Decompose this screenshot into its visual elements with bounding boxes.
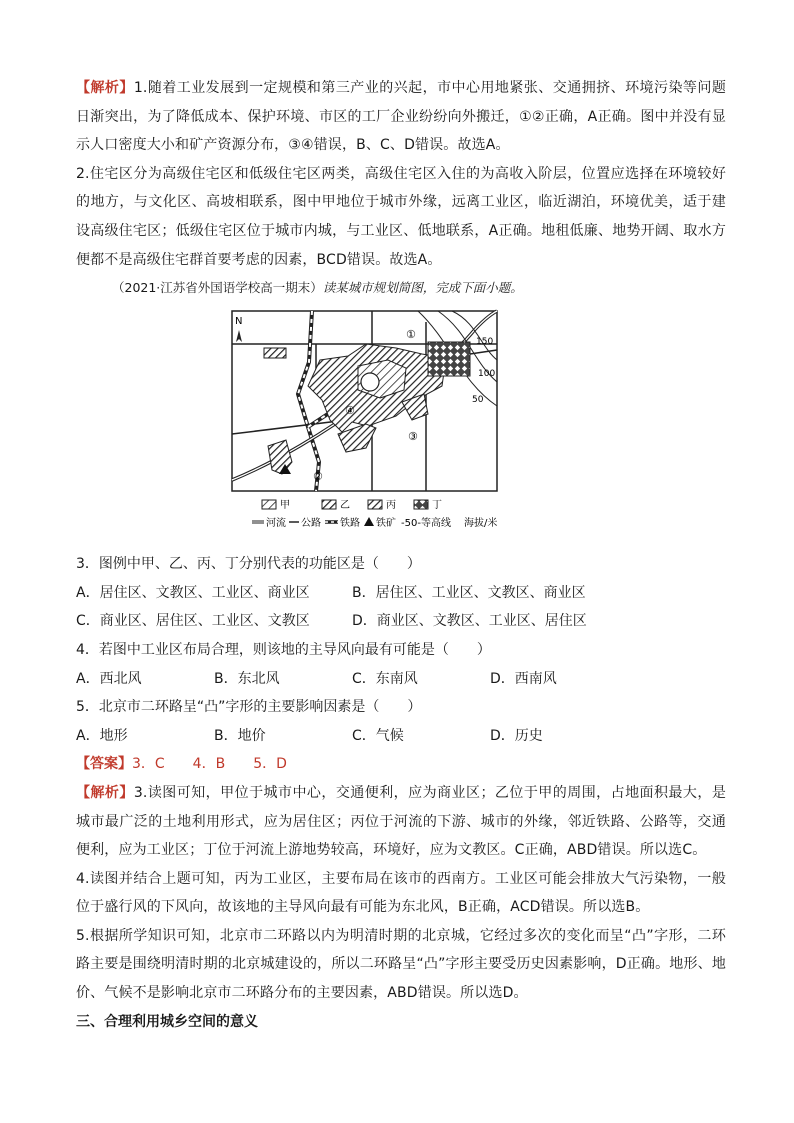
legend-mine-icon: [364, 517, 374, 526]
q5-option-a: A．地形: [76, 727, 128, 744]
question-3-stem: 3．图例中甲、乙、丙、丁分别代表的功能区是（ ）: [76, 556, 421, 573]
legend-yi: 乙: [340, 500, 350, 512]
q4-option-c: C．东南风: [352, 670, 418, 687]
legend-river: 河流: [266, 518, 286, 530]
q3-option-d: D．商业区、文教区、工业区、居住区: [352, 613, 587, 630]
q5-option-b: B．地价: [214, 727, 266, 744]
label-2: ②: [313, 470, 323, 484]
source-prefix: （2021·江苏省外国语学校高一期末）: [112, 280, 323, 296]
question-5-stem: 5．北京市二环路呈“凸”字形的主要影响因素是（ ）: [76, 699, 422, 716]
contour-label-50: 50: [472, 395, 484, 406]
question-source-line: [76, 274, 726, 302]
legend-jia: 甲: [280, 500, 290, 512]
city-planning-map-figure: [76, 302, 726, 550]
legend-contour: -50-等高线: [401, 518, 451, 530]
question-3-options-row-1: [76, 579, 726, 608]
analysis-paragraph-5: 5.根据所学知识可知，北京市二环路以内为明清时期的北京城，它经过多次的变化而呈“凸”字形，二环路主要是围绕明清时期的北京城建设的，所以二环路呈“凸”字形主要受历史因素影响，D正确。地形、地价、气候不是影响北京市二环路分布的主要因素，ABD错误。所以选D。: [76, 927, 726, 1002]
analysis-tag-2: 【解析】: [76, 784, 134, 801]
question-3-options-row-2: [76, 607, 726, 636]
label-1: ①: [406, 328, 416, 342]
label-4: ④: [345, 404, 355, 418]
analysis-text-3: 3.读图可知，甲位于城市中心，交通便利，应为商业区；乙位于甲的周围，占地面积最大，是城市最广泛的土地利用形式，应为居住区；丙位于河流的下游、城市的外缘，邻近铁路、公路等，交通便利，应为工业区；丁位于河流上游地势较高，环境好，应为文教区。C正确，ABD错误。所以选C。: [76, 784, 726, 859]
analysis-paragraph-4: 4.读图并结合上题可知，丙为工业区，主要布局在该市的西南方。工业区可能会排放大气污染物，一般位于盛行风的下风向，故该地的主导风向最有可能为东北风，B正确，ACD错误。所以选B。: [76, 870, 726, 916]
q4-option-d: D．西南风: [490, 670, 557, 687]
analysis-paragraph-3: [76, 779, 726, 865]
north-label: N: [235, 316, 243, 328]
legend-rail: 铁路: [340, 518, 360, 530]
contour-label-100: 100: [478, 369, 496, 380]
city-planning-map: [76, 302, 726, 550]
question-4-options: [76, 665, 726, 694]
document-page: [76, 74, 726, 1036]
legend-road: 公路: [301, 518, 321, 530]
zone-small: [264, 348, 286, 358]
contour-label-150: 150: [476, 337, 494, 348]
analysis-tag: 【解析】: [76, 80, 134, 96]
q4-option-b: B．东北风: [214, 670, 280, 687]
legend-row-1: [262, 499, 442, 511]
q3-option-b: B．居住区、工业区、文教区、商业区: [352, 584, 586, 601]
source-instruction: 读某城市规划简图，完成下面小题。: [322, 280, 523, 296]
q4-option-a: A．西北风: [76, 670, 142, 687]
label-3: ③: [408, 430, 418, 444]
q3-option-c: C．商业区、居住区、工业区、文教区: [76, 613, 310, 630]
legend-ding: 丁: [432, 500, 442, 512]
legend-row-2: [252, 516, 497, 529]
q5-option-c: C．气候: [352, 727, 404, 744]
city-center-circle: [361, 373, 379, 391]
q5-option-d: D．历史: [490, 727, 543, 744]
section-heading: 三、合理利用城乡空间的意义: [76, 1013, 258, 1030]
question-4-stem: 4．若图中工业区布局合理，则该地的主导风向最有可能是（ ）: [76, 641, 491, 658]
question-5-options: [76, 722, 726, 751]
legend-mine: 铁矿: [376, 518, 396, 530]
answer-text: 3．C 4．B 5．D: [132, 756, 287, 773]
q3-option-a: A．居住区、文教区、工业区、商业区: [76, 584, 310, 601]
analysis-paragraph-1: [76, 74, 726, 160]
analysis-paragraph-2: 2.住宅区分为高级住宅区和低级住宅区两类，高级住宅区入住的为高收入阶层，位置应选择在环境较好的地方，与文化区、高坡相联系，图中甲地位于城市外缘，远离工业区，临近湖泊，环境优美，适于建设高级住宅区；低级住宅区位于城市内城，与工业区、低地联系，A正确。地租低廉、地势开阔、取水方便都不是高级住宅群首要考虑的因素，BCD错误。故选A。: [76, 165, 726, 268]
zone-ding: [428, 342, 470, 376]
legend-unit: 海拔/米: [464, 518, 498, 530]
answer-line: [76, 750, 726, 779]
legend-bing: 丙: [386, 500, 396, 512]
analysis-text-1: 1.随着工业发展到一定规模和第三产业的兴起，市中心用地紧张、交通拥挤、环境污染等问题日渐突出，为了降低成本、保护环境、市区的工厂企业纷纷向外搬迁，①②正确，A正确。图中并没有显示人口密度大小和矿产资源分布，③④错误，B、C、D错误。故选A。: [76, 80, 726, 154]
answer-tag: 【答案】: [76, 756, 132, 773]
